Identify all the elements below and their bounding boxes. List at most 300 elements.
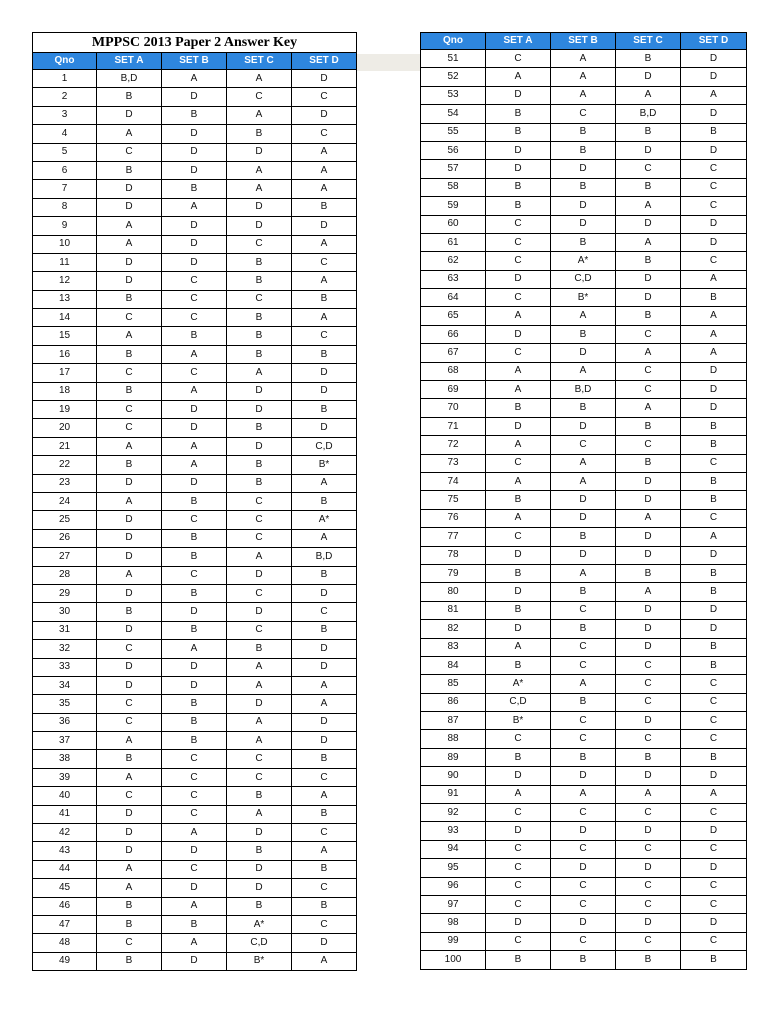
qno-cell: 32 [33, 640, 97, 658]
set-c-cell: B [227, 456, 292, 474]
qno-cell: 54 [421, 105, 486, 123]
set-d-cell: D [681, 767, 747, 785]
table-row [421, 68, 747, 86]
qno-cell: 80 [421, 583, 486, 601]
set-a-cell: A [97, 235, 162, 253]
table-row [421, 325, 747, 343]
set-d-cell: A [681, 270, 747, 288]
set-a-cell: D [486, 620, 551, 638]
set-c-cell: A [227, 364, 292, 382]
qno-cell: 63 [421, 270, 486, 288]
table-row [421, 86, 747, 104]
set-b-cell: B* [551, 289, 616, 307]
table-row [33, 860, 357, 878]
set-a-cell: D [97, 180, 162, 198]
qno-cell: 81 [421, 601, 486, 619]
set-c-cell: B* [227, 952, 292, 970]
table-row [421, 693, 747, 711]
set-b-cell: C [162, 768, 227, 786]
set-a-cell: D [486, 160, 551, 178]
set-d-cell: B [292, 750, 357, 768]
qno-cell: 26 [33, 529, 97, 547]
set-b-cell: B [551, 178, 616, 196]
set-a-cell: D [486, 417, 551, 435]
qno-cell: 58 [421, 178, 486, 196]
column-header-set-a: SET A [486, 33, 551, 50]
set-a-cell: D [486, 86, 551, 104]
set-c-cell: D [616, 528, 681, 546]
set-a-cell: A [97, 125, 162, 143]
set-a-cell: C [486, 344, 551, 362]
set-b-cell: D [551, 197, 616, 215]
table-row [421, 767, 747, 785]
table-row [33, 952, 357, 970]
set-d-cell: B [681, 472, 747, 490]
qno-cell: 79 [421, 564, 486, 582]
table-row [421, 233, 747, 251]
qno-cell: 39 [33, 768, 97, 786]
column-header-set-b: SET B [162, 53, 227, 70]
qno-cell: 68 [421, 362, 486, 380]
qno-cell: 62 [421, 252, 486, 270]
set-b-cell: B [162, 584, 227, 602]
set-d-cell: A [292, 309, 357, 327]
set-c-cell: D [616, 638, 681, 656]
set-a-cell: B [97, 290, 162, 308]
set-c-cell: D [227, 437, 292, 455]
set-c-cell: B [227, 125, 292, 143]
set-d-cell: A [681, 86, 747, 104]
set-d-cell: C [292, 253, 357, 271]
set-a-cell: B [486, 399, 551, 417]
set-d-cell: C [681, 252, 747, 270]
set-b-cell: D [551, 859, 616, 877]
set-a-cell: D [97, 548, 162, 566]
qno-cell: 1 [33, 70, 97, 88]
column-header-set-d: SET D [292, 53, 357, 70]
set-d-cell: A [681, 307, 747, 325]
set-c-cell: A [616, 344, 681, 362]
set-b-cell: A [551, 472, 616, 490]
qno-cell: 27 [33, 548, 97, 566]
qno-cell: 33 [33, 658, 97, 676]
set-c-cell: D [616, 289, 681, 307]
table-row [421, 509, 747, 527]
set-d-cell: B [292, 805, 357, 823]
table-row [33, 125, 357, 143]
set-a-cell: C [486, 289, 551, 307]
set-c-cell: A [227, 70, 292, 88]
table-row [33, 235, 357, 253]
set-d-cell: C [292, 88, 357, 106]
set-b-cell: D [551, 767, 616, 785]
set-d-cell: D [292, 584, 357, 602]
set-b-cell: C [162, 511, 227, 529]
set-c-cell: D [616, 859, 681, 877]
qno-cell: 89 [421, 748, 486, 766]
set-d-cell: A [292, 474, 357, 492]
table-row [33, 695, 357, 713]
qno-cell: 35 [33, 695, 97, 713]
set-d-cell: C [292, 603, 357, 621]
set-c-cell: B [227, 345, 292, 363]
set-d-cell: B [681, 417, 747, 435]
set-c-cell: D [616, 620, 681, 638]
set-d-cell: A [292, 529, 357, 547]
qno-cell: 28 [33, 566, 97, 584]
set-d-cell: D [681, 620, 747, 638]
set-c-cell: C [227, 529, 292, 547]
set-c-cell: D [227, 860, 292, 878]
set-c-cell: D [616, 601, 681, 619]
table-row [421, 160, 747, 178]
set-d-cell: B [681, 638, 747, 656]
table-row [33, 309, 357, 327]
set-c-cell: B [227, 272, 292, 290]
table-row [421, 564, 747, 582]
qno-cell: 7 [33, 180, 97, 198]
set-a-cell: A [97, 437, 162, 455]
set-b-cell: C [551, 436, 616, 454]
set-b-cell: A [162, 345, 227, 363]
set-c-cell: A [227, 548, 292, 566]
set-c-cell: D [616, 822, 681, 840]
set-a-cell: C [97, 787, 162, 805]
set-a-cell: C,D [486, 693, 551, 711]
set-a-cell: B [97, 345, 162, 363]
table-row [33, 529, 357, 547]
qno-cell: 31 [33, 621, 97, 639]
set-b-cell: C [551, 840, 616, 858]
table-row [421, 859, 747, 877]
set-a-cell: B,D [97, 70, 162, 88]
qno-cell: 24 [33, 492, 97, 510]
set-a-cell: D [486, 767, 551, 785]
table-row [33, 364, 357, 382]
qno-cell: 97 [421, 895, 486, 913]
set-c-cell: C [616, 160, 681, 178]
set-b-cell: C [551, 730, 616, 748]
set-d-cell: B [292, 621, 357, 639]
set-b-cell: D [551, 215, 616, 233]
set-b-cell: A [162, 456, 227, 474]
table-row [421, 252, 747, 270]
set-c-cell: A [227, 713, 292, 731]
set-c-cell: A [616, 197, 681, 215]
set-d-cell: C [681, 693, 747, 711]
set-b-cell: A [162, 640, 227, 658]
qno-cell: 49 [33, 952, 97, 970]
set-a-cell: C [486, 730, 551, 748]
set-a-cell: C [486, 877, 551, 895]
set-c-cell: C [227, 750, 292, 768]
set-a-cell: A [486, 472, 551, 490]
set-d-cell: C [681, 160, 747, 178]
qno-cell: 96 [421, 877, 486, 895]
set-d-cell: C [292, 125, 357, 143]
set-d-cell: C [681, 178, 747, 196]
set-b-cell: C [162, 309, 227, 327]
set-a-cell: A [97, 860, 162, 878]
set-d-cell: A [292, 676, 357, 694]
qno-cell: 64 [421, 289, 486, 307]
set-d-cell: B [681, 656, 747, 674]
set-c-cell: B [227, 897, 292, 915]
set-d-cell: B [681, 583, 747, 601]
table-row [421, 822, 747, 840]
set-a-cell: C [486, 528, 551, 546]
table-row [421, 840, 747, 858]
qno-cell: 84 [421, 656, 486, 674]
set-b-cell: D [162, 952, 227, 970]
set-a-cell: D [97, 584, 162, 602]
set-d-cell: B [292, 897, 357, 915]
table-row [33, 897, 357, 915]
set-d-cell: D [681, 105, 747, 123]
set-a-cell: B [97, 161, 162, 179]
qno-cell: 95 [421, 859, 486, 877]
set-b-cell: A [551, 86, 616, 104]
set-c-cell: D [227, 198, 292, 216]
set-b-cell: D [551, 160, 616, 178]
set-d-cell: D [292, 106, 357, 124]
table-row [421, 748, 747, 766]
table-row [33, 401, 357, 419]
table-row [33, 787, 357, 805]
set-b-cell: D [162, 161, 227, 179]
set-b-cell: D [551, 509, 616, 527]
set-c-cell: B [227, 640, 292, 658]
set-a-cell: D [97, 529, 162, 547]
set-b-cell: C [162, 364, 227, 382]
table-row [33, 732, 357, 750]
set-b-cell: C [162, 787, 227, 805]
set-d-cell: A [292, 180, 357, 198]
set-b-cell: D [551, 546, 616, 564]
set-b-cell: B [162, 529, 227, 547]
set-a-cell: D [97, 511, 162, 529]
set-a-cell: D [486, 546, 551, 564]
qno-cell: 76 [421, 509, 486, 527]
set-b-cell: D [162, 401, 227, 419]
column-header-set-c: SET C [227, 53, 292, 70]
set-a-cell: C [486, 215, 551, 233]
qno-cell: 69 [421, 381, 486, 399]
set-b-cell: D [162, 603, 227, 621]
set-c-cell: A* [227, 915, 292, 933]
set-a-cell: B [97, 382, 162, 400]
set-c-cell: A [227, 805, 292, 823]
set-d-cell: D [681, 822, 747, 840]
set-c-cell: B [616, 564, 681, 582]
set-c-cell: C [616, 656, 681, 674]
set-d-cell: B [292, 492, 357, 510]
table-row [421, 399, 747, 417]
set-b-cell: C [162, 272, 227, 290]
set-c-cell: C [227, 621, 292, 639]
set-c-cell: B [616, 178, 681, 196]
table-row [421, 215, 747, 233]
set-c-cell: C [227, 235, 292, 253]
set-d-cell: A [292, 143, 357, 161]
table-row [421, 362, 747, 380]
qno-cell: 23 [33, 474, 97, 492]
set-a-cell: C [486, 50, 551, 68]
qno-cell: 93 [421, 822, 486, 840]
set-b-cell: D [162, 235, 227, 253]
set-d-cell: C [681, 197, 747, 215]
table-row [33, 474, 357, 492]
set-b-cell: B [162, 621, 227, 639]
column-header-set-c: SET C [616, 33, 681, 50]
set-a-cell: D [486, 325, 551, 343]
set-c-cell: C [616, 804, 681, 822]
set-b-cell: A [162, 897, 227, 915]
set-a-cell: D [97, 658, 162, 676]
table-row [421, 307, 747, 325]
qno-cell: 78 [421, 546, 486, 564]
set-a-cell: B [97, 88, 162, 106]
table-row [421, 914, 747, 932]
table-row [421, 601, 747, 619]
qno-cell: 70 [421, 399, 486, 417]
set-a-cell: B [97, 456, 162, 474]
table-row [33, 492, 357, 510]
table-row [33, 750, 357, 768]
set-a-cell: B [486, 601, 551, 619]
set-a-cell: B [486, 564, 551, 582]
set-d-cell: A* [292, 511, 357, 529]
set-b-cell: D [162, 474, 227, 492]
set-d-cell: C [681, 675, 747, 693]
set-c-cell: B [616, 951, 681, 969]
set-d-cell: D [292, 640, 357, 658]
set-b-cell: B,D [551, 381, 616, 399]
set-c-cell: C [227, 290, 292, 308]
set-a-cell: C [97, 419, 162, 437]
table-row [421, 638, 747, 656]
set-c-cell: B,D [616, 105, 681, 123]
set-b-cell: C [551, 601, 616, 619]
header-row [421, 33, 747, 50]
set-d-cell: D [681, 141, 747, 159]
qno-cell: 38 [33, 750, 97, 768]
qno-cell: 18 [33, 382, 97, 400]
set-b-cell: A [162, 824, 227, 842]
set-a-cell: D [97, 272, 162, 290]
set-a-cell: C [486, 454, 551, 472]
set-d-cell: B [292, 401, 357, 419]
set-b-cell: C [162, 750, 227, 768]
qno-cell: 30 [33, 603, 97, 621]
set-b-cell: C [551, 877, 616, 895]
set-b-cell: C [162, 805, 227, 823]
set-c-cell: D [227, 603, 292, 621]
set-c-cell: C [616, 877, 681, 895]
set-a-cell: C [486, 895, 551, 913]
set-c-cell: C [227, 768, 292, 786]
set-b-cell: C [551, 712, 616, 730]
set-a-cell: A [97, 879, 162, 897]
table-row [421, 197, 747, 215]
set-d-cell: D [681, 362, 747, 380]
set-d-cell: C [292, 915, 357, 933]
set-d-cell: A [292, 272, 357, 290]
table-row [421, 141, 747, 159]
table-row [421, 656, 747, 674]
set-b-cell: C [551, 105, 616, 123]
table-row [421, 472, 747, 490]
qno-cell: 16 [33, 345, 97, 363]
set-c-cell: A [616, 399, 681, 417]
set-a-cell: D [97, 824, 162, 842]
set-a-cell: D [97, 253, 162, 271]
qno-cell: 43 [33, 842, 97, 860]
qno-cell: 83 [421, 638, 486, 656]
table-row [33, 180, 357, 198]
set-b-cell: B [551, 620, 616, 638]
set-c-cell: D [227, 879, 292, 897]
set-b-cell: B [162, 492, 227, 510]
set-c-cell: C [616, 895, 681, 913]
qno-cell: 44 [33, 860, 97, 878]
table-row [33, 106, 357, 124]
qno-cell: 60 [421, 215, 486, 233]
set-c-cell: A [616, 233, 681, 251]
qno-cell: 21 [33, 437, 97, 455]
column-header-qno: Qno [33, 53, 97, 70]
qno-cell: 100 [421, 951, 486, 969]
table-row [33, 805, 357, 823]
set-c-cell: A [227, 161, 292, 179]
set-a-cell: B [486, 656, 551, 674]
set-c-cell: D [227, 566, 292, 584]
set-c-cell: A [616, 86, 681, 104]
qno-cell: 36 [33, 713, 97, 731]
table-row [33, 824, 357, 842]
qno-cell: 65 [421, 307, 486, 325]
set-d-cell: C [292, 768, 357, 786]
set-c-cell: D [227, 824, 292, 842]
table-row [421, 491, 747, 509]
set-b-cell: A [162, 382, 227, 400]
set-c-cell: C [616, 362, 681, 380]
set-c-cell: D [227, 401, 292, 419]
set-c-cell: A [227, 106, 292, 124]
set-a-cell: D [486, 822, 551, 840]
qno-cell: 17 [33, 364, 97, 382]
set-b-cell: A* [551, 252, 616, 270]
set-a-cell: D [97, 621, 162, 639]
set-d-cell: B [292, 290, 357, 308]
table-row [421, 105, 747, 123]
set-c-cell: A [227, 658, 292, 676]
set-d-cell: C [681, 712, 747, 730]
table-row [421, 50, 747, 68]
set-c-cell: D [616, 914, 681, 932]
set-b-cell: B [551, 748, 616, 766]
qno-cell: 57 [421, 160, 486, 178]
set-b-cell: B [551, 693, 616, 711]
set-b-cell: C [162, 290, 227, 308]
set-a-cell: C [97, 143, 162, 161]
table-row [33, 272, 357, 290]
set-d-cell: D [292, 217, 357, 235]
qno-cell: 99 [421, 932, 486, 950]
set-c-cell: C [616, 693, 681, 711]
set-a-cell: C [97, 934, 162, 952]
set-b-cell: D [551, 914, 616, 932]
